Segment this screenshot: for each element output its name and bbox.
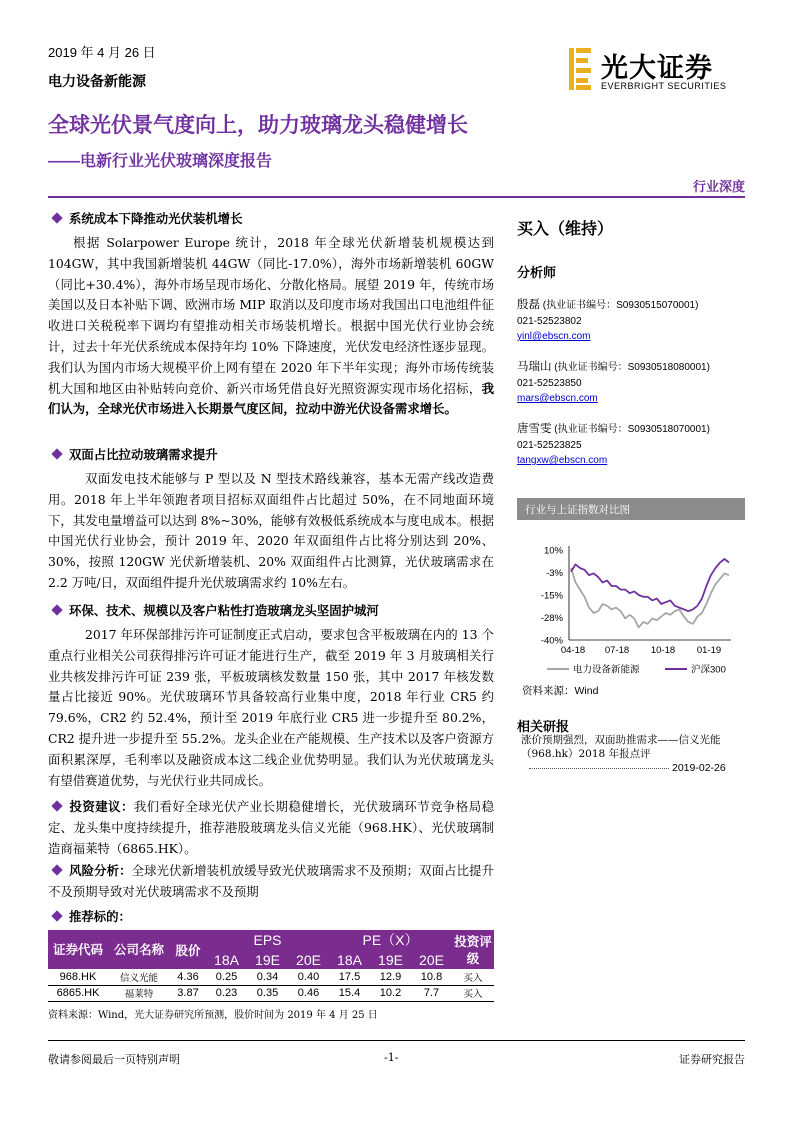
section-heading-moat: 环保、技术、规模以及客户粘性打造玻璃龙头坚固护城河 — [48, 601, 379, 619]
cell-code: 6865.HK — [48, 985, 108, 1001]
chart-panel-title: 行业与上证指数对比图 — [525, 504, 630, 516]
cell-eps: 0.23 — [206, 985, 247, 1001]
analyst-email-link[interactable]: mars@ebscn.com — [517, 393, 598, 404]
legend-label: 沪深300 — [691, 664, 726, 676]
chart-panel-header — [517, 498, 745, 520]
related-dots — [529, 761, 669, 769]
analyst-name: 唐雪雯 — [517, 423, 552, 435]
legend-label: 电力设备新能源 — [573, 664, 640, 676]
cell-rating: 买入 — [452, 985, 494, 1001]
section-heading-bifacial: 双面占比拉动玻璃需求提升 — [48, 445, 218, 463]
diamond-bullet-icon — [51, 910, 62, 921]
cell-pe: 17.5 — [329, 969, 370, 985]
header-rule — [48, 196, 745, 198]
risk-analysis: 风险分析：全球光伏新增装机放缓导致光伏玻璃需求不及预期；双面占比提升不及预期导致对光伏玻璃需求不及预期 — [48, 863, 494, 899]
col-head-price: 股价 — [170, 930, 206, 969]
year-head: 20E — [411, 950, 452, 969]
footer-report-label: 证券研究报告 — [679, 1053, 745, 1066]
cell-eps: 0.40 — [288, 969, 329, 985]
analyst-heading: 分析师 — [517, 265, 557, 280]
analyst-phone: 021-52523802 — [517, 315, 582, 327]
cell-name: 福莱特 — [108, 985, 170, 1001]
related-heading: 相关研报 — [517, 719, 570, 734]
report-type: 行业深度 — [692, 179, 745, 194]
year-head: 19E — [247, 950, 288, 969]
logo-text-en: EVERBRIGHT SECURITIES — [601, 81, 727, 91]
company-logo — [567, 46, 747, 96]
analyst-cert: (执业证书编号：S0930518070001) — [554, 424, 710, 435]
index-comparison-chart — [517, 528, 745, 686]
x-tick-label: 10-18 — [650, 645, 676, 656]
cell-pe: 7.7 — [411, 985, 452, 1001]
section-body-cost: 根据 Solarpower Europe 统计，2018 年全球光伏新增装机规模达到 104GW，其中我国新增装机 44GW（同比-17.0%），海外市场新增装机 60GW（同比+30.4%），海外市场呈现市场化、分散化格局。展望 2019 年，传统市场美国以及日本补贴下调、欧洲市场 MIP 取消以及印度市场对我国出口电池组件征收进口关税税率下调均有望推动相关市场装机增长。根据中国光伏行业协会统计，过去十年光伏系统成本保持年均 10% 下降速度，光伏发电经济性逐步显现。我们认为国内市场大规模平价上网有望在 2020 年下半年实现；海外市场传统装机大国和地区由补贴转向竞价、新兴市场凭借良好光照资源实现市场化招标，我们认为，全球光伏市场进入长期景气度区间，拉动中游光伏设备需求增长。 — [48, 235, 494, 417]
section-heading-cost: 系统成本下降推动光伏装机增长 — [48, 209, 242, 227]
logo-mark-icon — [567, 46, 593, 92]
analyst-name: 马瑞山 — [517, 361, 552, 373]
x-tick-label: 04-18 — [560, 645, 586, 656]
year-head: 20E — [288, 950, 329, 969]
diamond-bullet-icon — [51, 448, 62, 459]
report-title: 全球光伏景气度向上，助力玻璃龙头稳健增长 — [48, 114, 468, 137]
section-body-bifacial: 双面发电技术能够与 P 型以及 N 型技术路线兼容，基本无需产线改造费用。2018 年上半年领跑者项目招标双面组件占比超过 50%，在不同地面环境下，其发电量增益可以达到 8%~30%，能够有效极低系统成本与度电成本。根据中国光伏行业协会，预计 2019 年、2020 年双面组件占比将分别达到 20%、30%，按照 120GW 光伏新增装机、20% 双面组件占比测算，光伏玻璃需求在 2.2 万吨/日，双面组件提升光伏玻璃需求约 10%左右。 — [48, 471, 494, 590]
cell-pe: 10.8 — [411, 969, 452, 985]
diamond-bullet-icon — [51, 604, 62, 615]
recommend-heading: 推荐标的： — [48, 907, 131, 925]
diamond-bullet-icon — [51, 800, 62, 811]
cell-pe: 12.9 — [370, 969, 411, 985]
analyst-name: 殷磊 — [517, 299, 540, 311]
chart-source: 资料来源：Wind — [522, 685, 599, 697]
section-body-moat: 2017 年环保部排污许可证制度正式启动，要求包含平板玻璃在内的 13 个重点行业相关公司获得排污许可证才能进行生产，截至 2019 年 3 月玻璃相关行业共核发排污许可证 239 张，平板玻璃核发数量 150 张，其中 2017 年核发数量占比接近 90%。光伏玻璃环节具备较高行业集中度，2018 年行业 CR5 约 79.6%，CR2 约 52.4%，预计至 2019 年底行业 CR5 进一步提升至 80.2%，CR2 提升进一步提升至 55.2%。龙头企业在产能规模、生产技术以及客户资源方面积累深厚，毛利率以及融资成本这二线企业优势明显。我们认为光伏玻璃龙头有望借赛道优势，与光伏行业共同成长。 — [48, 627, 494, 788]
analyst-phone: 021-52523850 — [517, 377, 582, 389]
y-tick-label: -40% — [540, 635, 563, 647]
diamond-bullet-icon — [51, 212, 62, 223]
cell-rating: 买入 — [452, 969, 494, 985]
col-head-pe: PE（X） — [329, 930, 452, 950]
table-source: 资料来源：Wind，光大证券研究所预测，股价时间为 2019 年 4 月 25 日 — [48, 1010, 378, 1021]
report-subtitle: ——电新行业光伏玻璃深度报告 — [48, 153, 273, 170]
y-tick-label: -3% — [546, 568, 563, 579]
cell-eps: 0.35 — [247, 985, 288, 1001]
analyst-cert: (执业证书编号：S0930515070001) — [542, 300, 699, 311]
logo-text-cn: 光大证券 — [601, 53, 713, 84]
analyst-cert: (执业证书编号：S0930518080001) — [554, 362, 710, 373]
y-tick-label: -28% — [540, 613, 563, 624]
series-line-1 — [571, 559, 729, 611]
sector-name: 电力设备新能源 — [48, 73, 146, 89]
cell-pe: 15.4 — [329, 985, 370, 1001]
footer-rule — [48, 1040, 745, 1041]
year-head: 18A — [329, 950, 370, 969]
recommend-table — [48, 930, 494, 1002]
related-title: 涨价预期强烈，双面助推需求——信义光能（968.hk）2018 年报点评 — [521, 734, 721, 760]
x-tick-label: 01-19 — [696, 645, 722, 656]
cell-eps: 0.25 — [206, 969, 247, 985]
analyst-email-link[interactable]: tangxw@ebscn.com — [517, 455, 608, 466]
cell-eps: 0.34 — [247, 969, 288, 985]
y-tick-label: -15% — [540, 590, 563, 602]
analyst-card — [517, 422, 710, 469]
related-date: 2019-02-26 — [672, 762, 726, 774]
section-emphasis: 我们认为，全球光伏市场进入长期景气度区间，拉动中游光伏设备需求增长。 — [48, 380, 494, 417]
footer-disclaimer: 敬请参阅最后一页特别声明 — [48, 1053, 180, 1066]
col-head-code: 证券代码 — [48, 930, 108, 969]
cell-code: 968.HK — [48, 969, 108, 985]
analyst-card — [517, 360, 710, 407]
cell-price: 4.36 — [170, 969, 206, 985]
table-row — [48, 969, 494, 985]
cell-price: 3.87 — [170, 985, 206, 1001]
cell-eps: 0.46 — [288, 985, 329, 1001]
year-head: 19E — [370, 950, 411, 969]
cell-name: 信义光能 — [108, 969, 170, 985]
analyst-email-link[interactable]: yinl@ebscn.com — [517, 331, 591, 342]
report-date: 2019 年 4 月 26 日 — [48, 45, 156, 60]
col-head-eps: EPS — [206, 930, 329, 950]
rating: 买入（维持） — [517, 221, 614, 238]
analyst-phone: 021-52523825 — [517, 439, 582, 451]
analyst-card — [517, 298, 698, 345]
investment-advice: 投资建议：我们看好全球光伏产业长期稳健增长，光伏玻璃环节竞争格局稳定、龙头集中度持续提升，推荐港股玻璃龙头信义光能（968.HK）、光伏玻璃制造商福莱特（6865.HK）。 — [48, 799, 495, 856]
col-head-name: 公司名称 — [108, 930, 170, 969]
year-head: 18A — [206, 950, 247, 969]
col-head-rating: 投资评级 — [452, 930, 494, 969]
diamond-bullet-icon — [51, 864, 62, 875]
table-row — [48, 985, 494, 1001]
cell-pe: 10.2 — [370, 985, 411, 1001]
page-number: -1- — [384, 1051, 399, 1064]
x-tick-label: 07-18 — [604, 645, 630, 656]
y-tick-label: 10% — [543, 545, 563, 557]
